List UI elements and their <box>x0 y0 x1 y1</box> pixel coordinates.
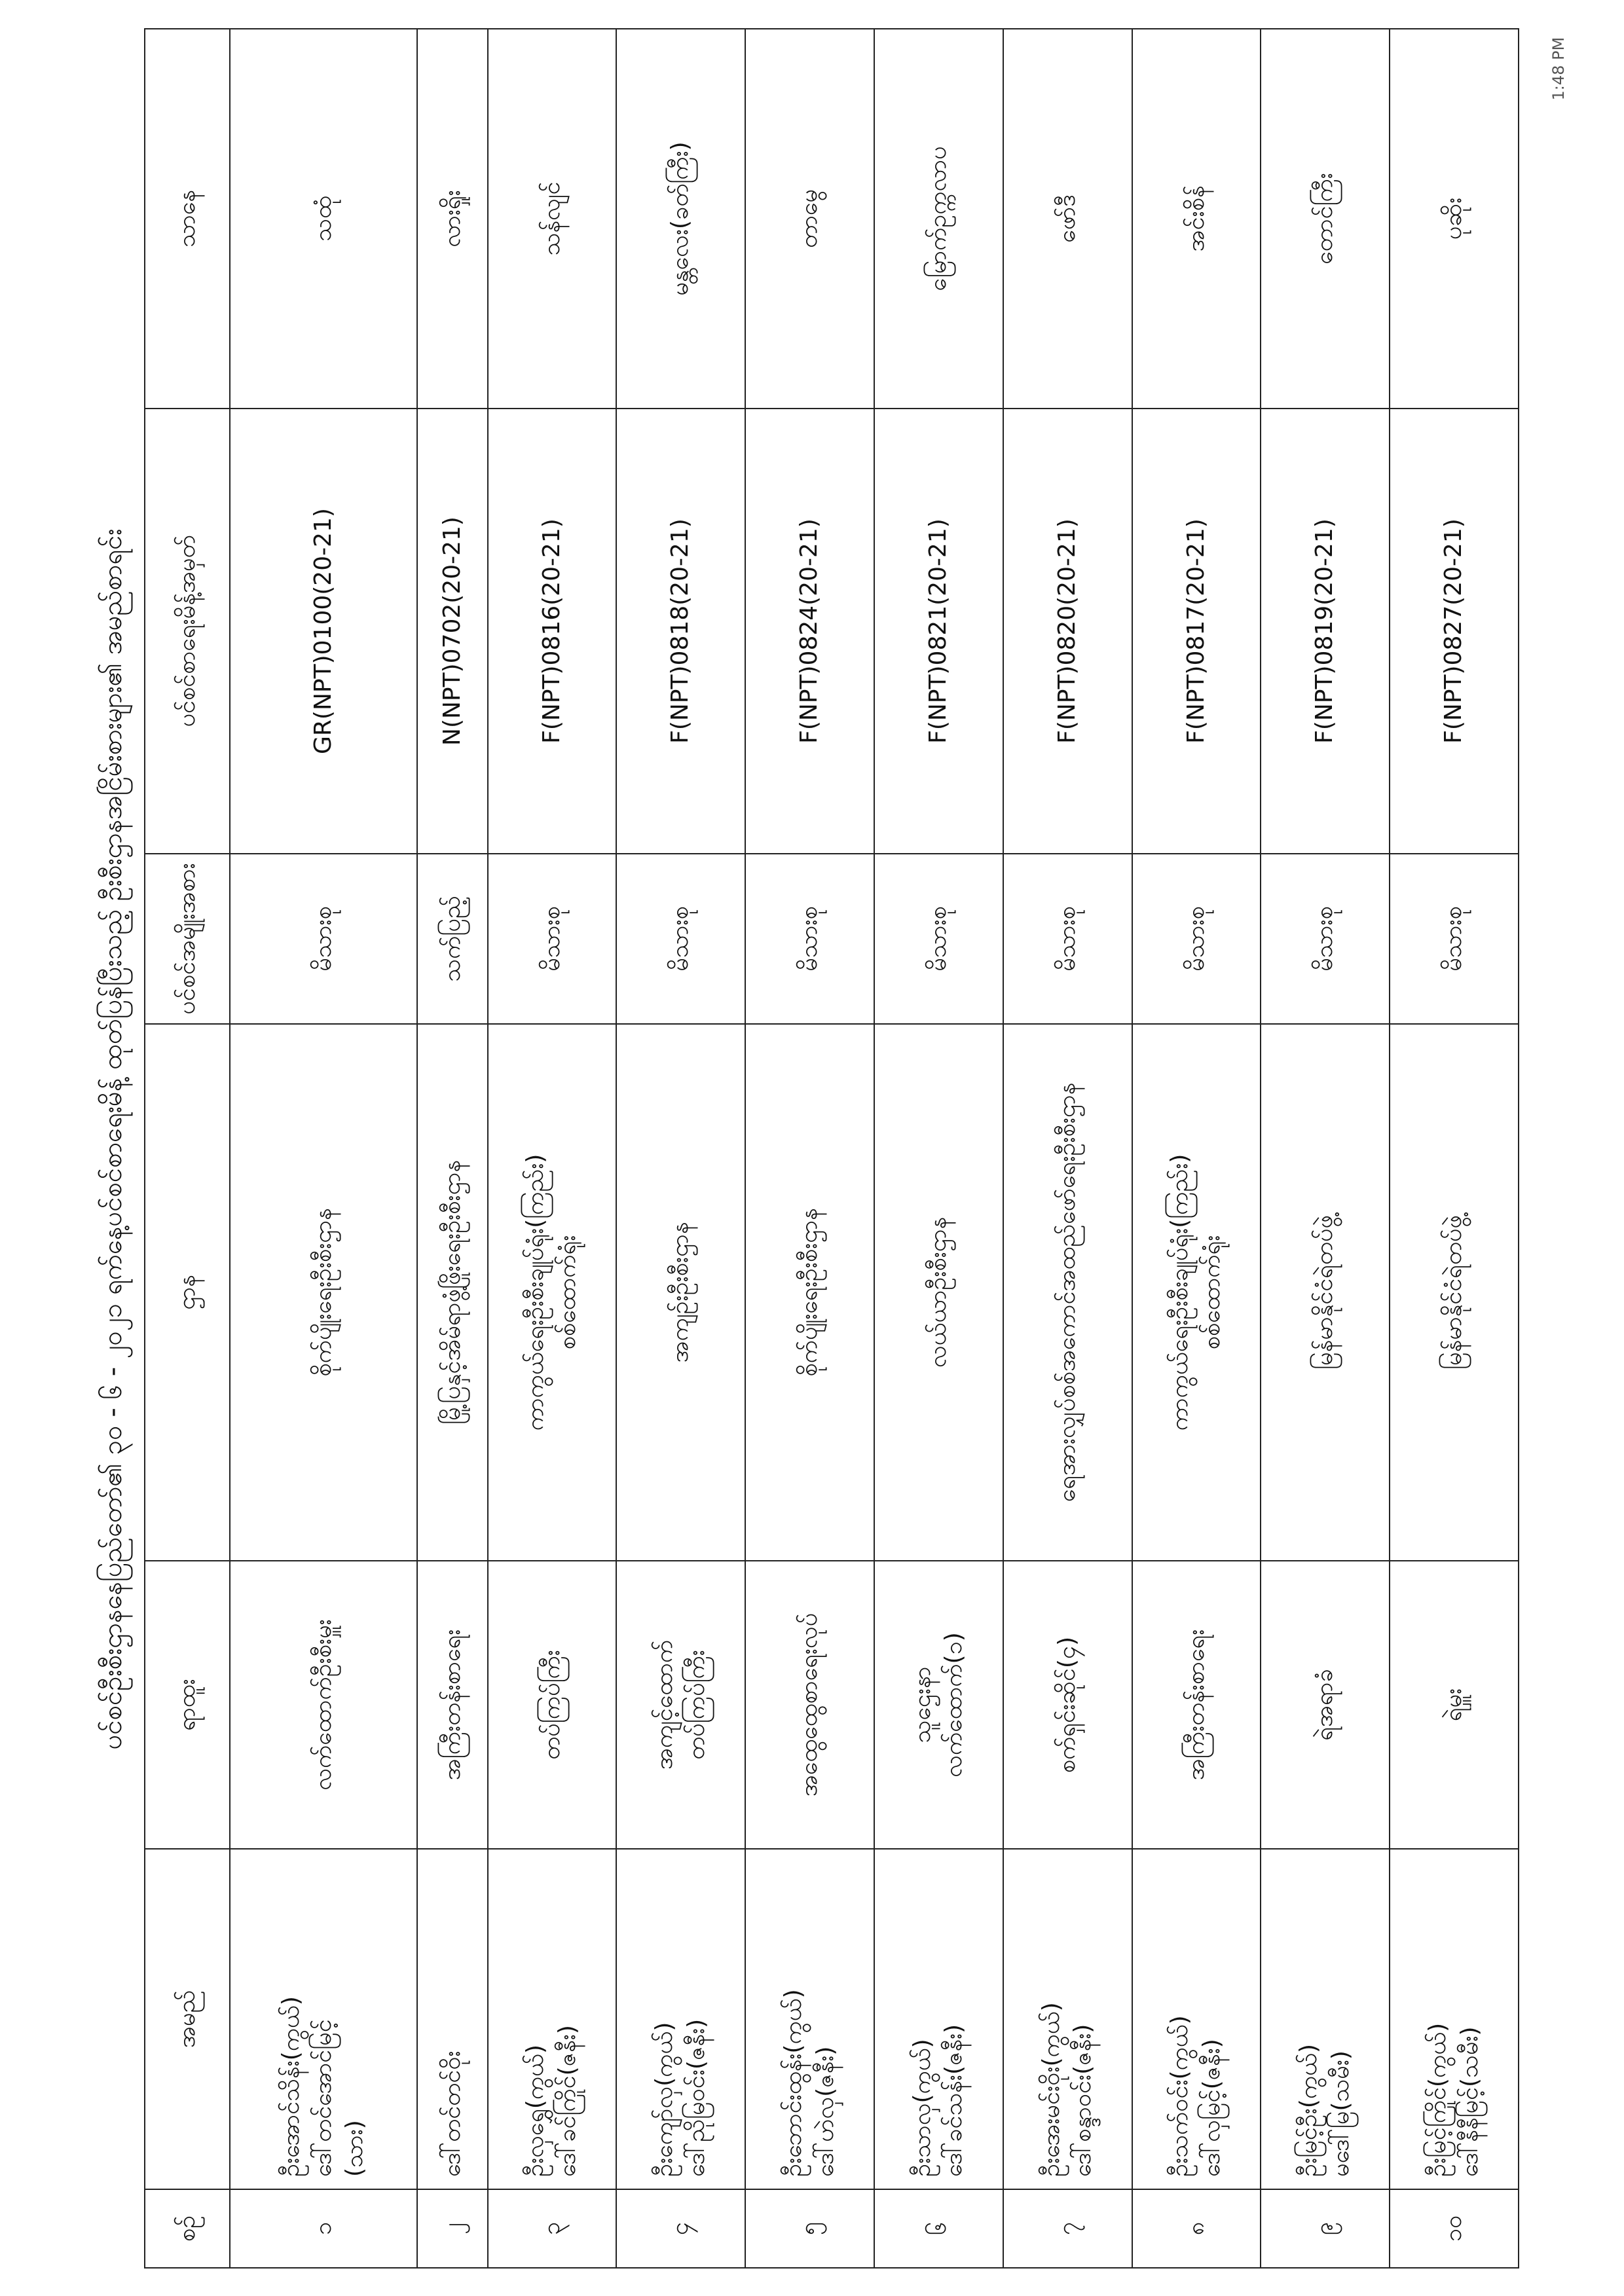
department-cell-line: စစ်ထောက်ရုံး <box>1198 1235 1225 1350</box>
position-cell-line: ရဲမှူး <box>1440 1688 1467 1722</box>
table-row <box>1132 29 1261 2268</box>
pension-order-cell: F(NPT)0817(20-21) <box>1132 409 1261 854</box>
position-cell <box>230 1561 417 1849</box>
pension-type-cell-line: မိသားစု <box>925 906 952 972</box>
position-cell-line: အထွေထွေစာရေးလုပ် <box>796 1613 823 1797</box>
department-cell-line: မြန်မာနိုင်ငံရဲတပ်ဖွဲ့ <box>1440 1215 1467 1370</box>
department-cell-line: စစ်ထောက်ရုံး <box>553 1235 581 1350</box>
place-cell: တာမွေ <box>745 29 874 409</box>
pension-type-cell <box>488 854 617 1024</box>
department-cell <box>1003 1024 1132 1561</box>
position-cell-line: အကြီးတန်းစာရေး <box>1182 1629 1209 1781</box>
name-cell <box>417 1849 488 2189</box>
position-cell <box>1390 1561 1519 1849</box>
pension-type-cell <box>745 854 874 1024</box>
position-cell-line: စက်ရှင်းဆိုင်(၄) <box>1053 1636 1080 1774</box>
pension-type-cell-line: မိသားစု <box>1311 906 1338 972</box>
serial-number-cell: ၃ <box>488 2189 617 2268</box>
place-cell: တောင်ကြီး <box>1261 29 1390 409</box>
name-cell-line: ဦးအေးမင်းဝိုး(ကွယ်) <box>1037 2002 1065 2177</box>
column-header: ဌာန <box>145 1024 230 1561</box>
column-header: ပင်စင်စာရေးမိန့်အမှတ် <box>145 409 230 854</box>
pension-order-cell: F(NPT)0818(20-21) <box>616 409 745 854</box>
name-cell <box>230 1849 417 2189</box>
name-cell-line: ဦးမြင့်ကြိုင်(ကွယ်) <box>1424 2022 1451 2177</box>
pension-order-cell: F(NPT)0819(20-21) <box>1261 409 1390 854</box>
serial-number-cell: ၄ <box>616 2189 745 2268</box>
column-header: သာနေ <box>145 29 230 409</box>
place-cell: ဖော်ဒီ <box>1003 29 1132 409</box>
pension-type-cell-line: မိသားစု <box>1053 906 1080 972</box>
name-cell-line: ဒေါ်ညိုမြဝင်း(ဇနီး) <box>682 2018 710 2177</box>
table-row <box>1261 29 1390 2268</box>
pension-table-wrapper <box>144 29 1519 2269</box>
column-header: အမည် <box>145 1849 230 2189</box>
column-header: ပင်စင်အမျိုးအစား <box>145 854 230 1024</box>
name-cell-line: (သား) <box>341 2120 369 2177</box>
position-cell-line: တပ်ကြပ်ကြီး <box>682 1650 710 1760</box>
pension-type-cell <box>1390 854 1519 1024</box>
pension-type-cell-line: မိသားစု <box>1182 906 1209 972</box>
pension-type-cell <box>1261 854 1390 1024</box>
pension-type-cell <box>417 854 488 1024</box>
position-cell <box>1132 1561 1261 1849</box>
name-cell <box>488 1849 617 2189</box>
pension-type-cell <box>1132 854 1261 1024</box>
department-cell <box>745 1024 874 1561</box>
name-cell-line: ဒေါ်ခင်သန်း(ဇနီး) <box>940 2024 968 2177</box>
serial-number-cell: ၅ <box>745 2189 874 2268</box>
table-header-row <box>145 29 230 2268</box>
name-cell-line: ဒေါ်တင်တင်ဝိုး <box>438 2050 466 2177</box>
serial-number-cell: ၁၀ <box>1390 2189 1519 2268</box>
pension-order-cell: N(NPT)0702(20-21) <box>417 409 488 854</box>
position-cell <box>874 1561 1003 1849</box>
department-cell-line: လယ်ယာဦးစီးဌာန <box>925 1216 952 1368</box>
department-cell-line: အကျဉ်းဦးစီးဌာန <box>667 1222 694 1363</box>
name-cell-line: ဒေါ်စန္ဒာဝင်း(ဇနီး) <box>1069 2024 1097 2177</box>
department-cell <box>417 1024 488 1561</box>
place-cell: သန်လျင် <box>488 29 617 409</box>
pension-order-cell: F(NPT)0821(20-21) <box>874 409 1003 854</box>
department-cell <box>1132 1024 1261 1561</box>
pension-type-cell-line: မိသားစု <box>667 906 694 972</box>
place-cell: လားရှိုး <box>417 29 488 409</box>
department-cell <box>1390 1024 1519 1561</box>
name-cell <box>1003 1849 1132 2189</box>
position-cell-line: အကျင့်ထောက် <box>651 1639 678 1770</box>
name-cell <box>874 1849 1003 2189</box>
position-cell-line: သူဌေးနာ <box>908 1666 936 1743</box>
name-cell-line: ဦးသက်ဝင်း(ကွယ်) <box>1166 2015 1194 2177</box>
position-cell <box>1003 1561 1132 1849</box>
place-cell: ပုဆိုး <box>1390 29 1519 409</box>
serial-number-cell: ၁ <box>230 2189 417 2268</box>
position-cell <box>745 1561 874 1849</box>
department-cell <box>230 1024 417 1561</box>
table-row <box>417 29 488 2268</box>
position-cell-line: လက်ထောက်(၁) <box>940 1632 968 1777</box>
position-cell <box>1261 1561 1390 1849</box>
department-cell-line: ရေအားလျှပ်စစ်အကောင်အထည်ဖော်ရေးဦးစီးဌာန <box>1053 1082 1080 1503</box>
department-cell <box>616 1024 745 1561</box>
table-row <box>488 29 617 2268</box>
position-cell-line: ရဲအရာခံ <box>1311 1669 1338 1741</box>
table-row <box>616 29 745 2268</box>
table-row <box>874 29 1003 2268</box>
name-cell <box>616 1849 745 2189</box>
print-time: 1:48 PM <box>1549 37 1568 101</box>
name-cell <box>1132 1849 1261 2189</box>
table-row <box>230 29 417 2268</box>
name-cell-line: ဒေါ်တင်အောင်မြင့် <box>309 2019 337 2177</box>
department-cell-line: ကာကွယ်ရေးဦးစီးချုပ်ရုံး(ကြည်း) <box>1166 1154 1194 1431</box>
position-cell <box>417 1561 488 1849</box>
table-row <box>1390 29 1519 2268</box>
name-cell-line: ဒေါ်နီနီမြင့်(သမီး) <box>1456 2026 1483 2177</box>
pension-type-cell-line: မိသားစု <box>1440 906 1467 972</box>
pension-type-cell-line: မိသားစု <box>796 906 823 972</box>
department-cell-line: မြို့ပြနှင့်အိမ်ရာဖွံ့ဖြိုးရေးဦးစီးဌာန <box>438 1160 466 1425</box>
name-cell <box>1390 1849 1519 2189</box>
name-cell-line: ဒေါ်ခင်ကြိုင်(ဇနီး) <box>553 2025 581 2177</box>
table-body <box>230 29 1519 2268</box>
name-cell-line: ဦးသာလှ(ကွယ်) <box>908 2039 936 2177</box>
position-cell-line: တပ်ကြပ်ကြီး <box>538 1650 565 1760</box>
name-cell-line: ဒေါ်ဟဲလှ(ဇနီး) <box>811 2046 839 2177</box>
department-cell <box>1261 1024 1390 1561</box>
name-cell <box>1261 1849 1390 2189</box>
name-cell <box>745 1849 874 2189</box>
table-row <box>1003 29 1132 2268</box>
table-row <box>745 29 874 2268</box>
timestamp-block <box>1545 20 1572 118</box>
pension-type-cell-line: မိသားစု <box>538 906 565 972</box>
pension-order-cell: F(NPT)0816(20-21) <box>488 409 617 854</box>
place-cell: မြောက်ဥက္ကလာပ <box>874 29 1003 409</box>
serial-number-cell: ၇ <box>1003 2189 1132 2268</box>
position-cell <box>488 1561 617 1849</box>
pension-order-cell: F(NPT)0827(20-21) <box>1390 409 1519 854</box>
serial-number-cell: ၉ <box>1261 2189 1390 2268</box>
name-cell-line: မဒေါ်မြ(သမီး) <box>1327 2050 1354 2177</box>
department-cell-line: စိုက်ပျိုးရေးဦးစီးဌာန <box>796 1208 823 1377</box>
pension-type-cell-line: မိသားစု <box>309 906 337 972</box>
position-cell-line: လက်ထောက်ဦးစီးမှူး <box>309 1619 337 1791</box>
name-cell-line: ဦးလှရွှေ(ကွယ်) <box>522 2044 549 2177</box>
column-header: စဉ် <box>145 2189 230 2268</box>
place-cell: မန္တလေး(ခတ်ကြီး) <box>616 29 745 409</box>
column-header: ရာထူး <box>145 1561 230 1849</box>
serial-number-cell: ၈ <box>1132 2189 1261 2268</box>
place-cell: အင်းစိန် <box>1132 29 1261 409</box>
pension-order-cell: F(NPT)0824(20-21) <box>745 409 874 854</box>
name-cell-line: ဦးမြင့်ဦး(ကွယ်) <box>1295 2043 1323 2177</box>
pension-type-cell <box>874 854 1003 1024</box>
place-cell: သထုံ <box>230 29 417 409</box>
name-cell-line: ဦးကျော်လှ(ကွယ်) <box>651 2022 678 2177</box>
department-cell-line: စိုက်ပျိုးရေးဦးစီးဌာန <box>309 1208 337 1377</box>
department-cell-line: မြန်မာနိုင်ငံရဲတပ်ဖွဲ့ <box>1311 1215 1338 1370</box>
pension-order-cell: F(NPT)0820(20-21) <box>1003 409 1132 854</box>
department-cell-line: ကာကွယ်ရေးဦးစီးချုပ်ရုံး(ကြည်း) <box>522 1154 549 1431</box>
name-cell-line: ဒေါ်လှမြင့်(ဇနီး) <box>1198 2039 1225 2177</box>
pension-type-cell <box>1003 854 1132 1024</box>
name-cell-line: ဦးအောင်သိန်း(ကွယ်) <box>278 1996 305 2177</box>
pension-order-cell: GR(NPT)0100(20-21) <box>230 409 417 854</box>
name-cell-line: ဦးဘောင်းထွန်း(ကွယ်) <box>779 1989 807 2177</box>
pension-type-cell <box>230 854 417 1024</box>
department-cell <box>874 1024 1003 1561</box>
pension-type-cell-line: သက်ပြည့် <box>438 896 466 982</box>
serial-number-cell: ၂ <box>417 2189 488 2268</box>
page-title-block <box>79 26 151 2252</box>
serial-number-cell: ၆ <box>874 2189 1003 2268</box>
page-title: ပင်စင်ဦးစီးဌာနနေပြည်တော်၏ ၃၀ - ၆ - ၂၀၂၁ ရက်နေ့ပင်စင်စာရေးမိန့် ထုတ်ပြန်ပြီးသည့် ဦးစီးဌာနအငြိမ်းစားများ၏ အမည်စာရင်း <box>97 528 128 1750</box>
pension-type-cell <box>616 854 745 1024</box>
pension-table <box>144 28 1519 2269</box>
position-cell <box>616 1561 745 1849</box>
department-cell <box>488 1024 617 1561</box>
position-cell-line: အကြီးတန်းစာရေး <box>438 1629 466 1781</box>
